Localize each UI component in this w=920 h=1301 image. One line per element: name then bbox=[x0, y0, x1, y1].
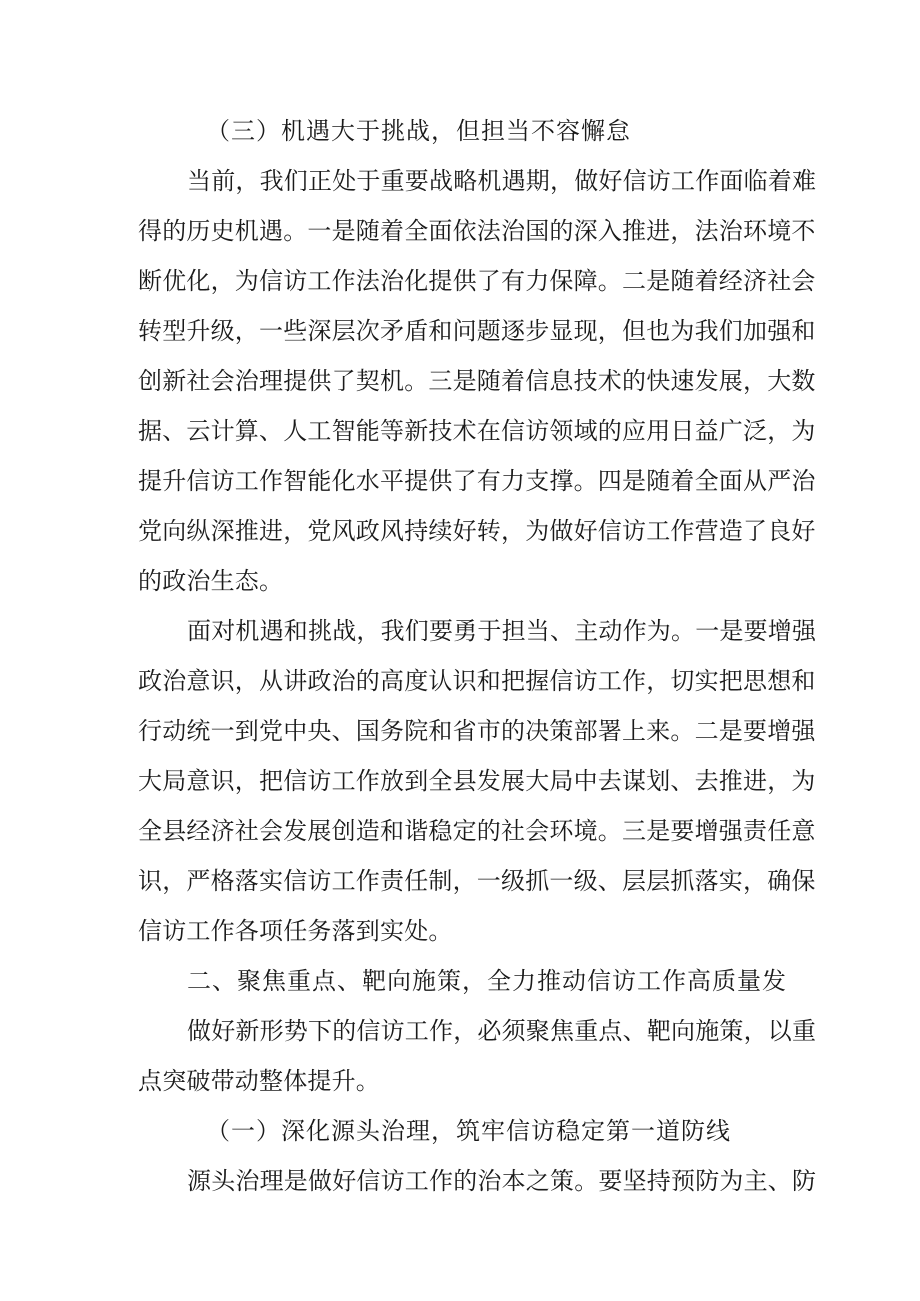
paragraph-line: 面对机遇和挑战，我们要勇于担当、主动作为。一是要增强 bbox=[187, 617, 817, 645]
paragraph-line: 全县经济社会发展创造和谐稳定的社会环境。三是要增强责任意 bbox=[138, 817, 816, 845]
paragraph-line: 信访工作各项任务落到实处。 bbox=[138, 917, 453, 945]
paragraph-line: 大局意识，把信访工作放到全县发展大局中去谋划、去推进，为 bbox=[138, 767, 816, 795]
paragraph-line: 政治意识，从讲政治的高度认识和把握信访工作，切实把思想和 bbox=[138, 667, 816, 695]
paragraph-line: 党向纵深推进，党风政风持续好转，为做好信访工作营造了良好 bbox=[138, 517, 816, 545]
paragraph-line: 做好新形势下的信访工作，必须聚焦重点、靶向施策，以重 bbox=[187, 1017, 817, 1045]
paragraph-line: 的政治生态。 bbox=[138, 567, 284, 595]
paragraph-line: 提升信访工作智能化水平提供了有力支撑。四是随着全面从严治 bbox=[138, 467, 816, 495]
section-heading-focus: 二、聚焦重点、靶向施策，全力推动信访工作高质量发 bbox=[187, 967, 787, 995]
section-heading-source-governance: （一）深化源头治理，筑牢信访稳定第一道防线 bbox=[206, 1117, 731, 1145]
paragraph-line: 行动统一到党中央、国务院和省市的决策部署上来。二是要增强 bbox=[138, 717, 816, 745]
paragraph-line: 创新社会治理提供了契机。三是随着信息技术的快速发展，大数 bbox=[138, 367, 816, 395]
paragraph-line: 当前，我们正处于重要战略机遇期，做好信访工作面临着难 bbox=[187, 167, 817, 195]
paragraph-line: 转型升级，一些深层次矛盾和问题逐步显现，但也为我们加强和 bbox=[138, 317, 816, 345]
paragraph-line: 识，严格落实信访工作责任制，一级抓一级、层层抓落实，确保 bbox=[138, 867, 816, 895]
paragraph-line: 点突破带动整体提升。 bbox=[138, 1067, 380, 1095]
paragraph-line: 源头治理是做好信访工作的治本之策。要坚持预防为主、防 bbox=[187, 1167, 817, 1195]
paragraph-line: 得的历史机遇。一是随着全面依法治国的深入推进，法治环境不 bbox=[138, 217, 816, 245]
section-heading-opportunity: （三）机遇大于挑战，但担当不容懈怠 bbox=[206, 117, 631, 145]
paragraph-line: 据、云计算、人工智能等新技术在信访领域的应用日益广泛，为 bbox=[138, 417, 816, 445]
paragraph-line: 断优化，为信访工作法治化提供了有力保障。二是随着经济社会 bbox=[138, 267, 816, 295]
